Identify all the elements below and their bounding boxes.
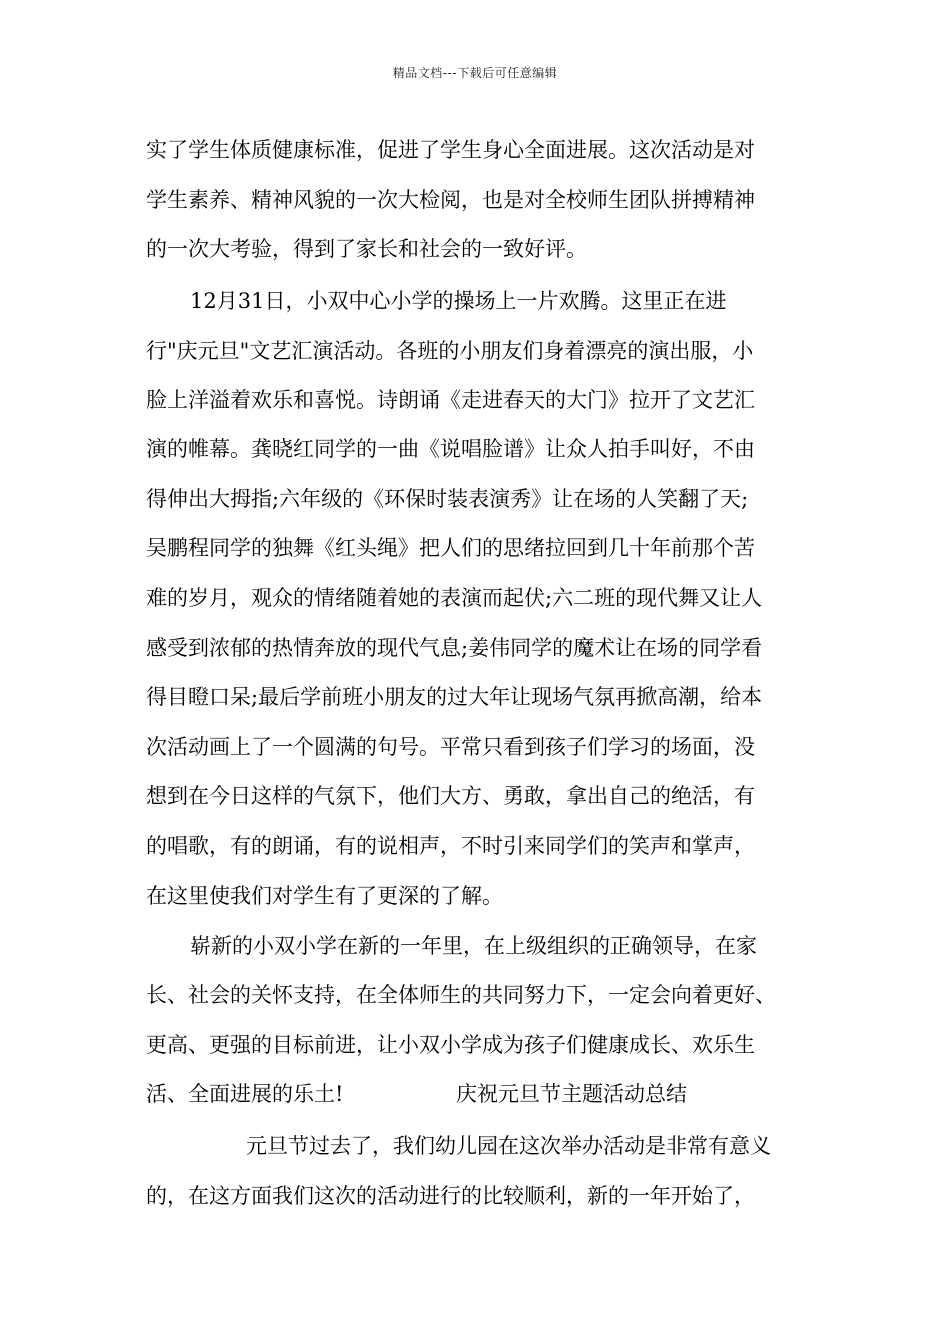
text-line: 难的岁月，观众的情绪随着她的表演而起伏;六二班的现代舞又让人: [146, 586, 763, 610]
text-line: 脸上洋溢着欢乐和喜悦。诗朗诵《走进春天的大门》拉开了文艺汇: [146, 388, 755, 412]
text-line: 元旦节过去了，我们幼儿园在这次举办活动是非常有意义: [246, 1134, 771, 1158]
text-line: 的唱歌，有的朗诵，有的说相声，不时引来同学们的笑声和掌声，: [146, 834, 755, 858]
text-line: 次活动画上了一个圆满的句号。平常只看到孩子们学习的场面，没: [146, 735, 755, 759]
text-line: 长、社会的关怀支持，在全体师生的共同努力下，一定会向着更好、: [146, 983, 776, 1007]
section-title: 庆祝元旦节主题活动总结: [456, 1082, 687, 1106]
page-header: 精品文档---下载后可任意编辑: [392, 66, 558, 80]
text-line: 行"庆元旦"文艺汇演活动。各班的小朋友们身着漂亮的演出服，小: [146, 339, 754, 363]
text-line: 得伸出大拇指;六年级的《环保时装表演秀》让在场的人笑翻了天;: [146, 487, 749, 511]
text-line: 活、全面进展的乐土!: [146, 1082, 344, 1106]
text-line: 吴鹏程同学的独舞《红头绳》把人们的思绪拉回到几十年前那个苦: [146, 536, 755, 560]
text-line: 的一次大考验，得到了家长和社会的一致好评。: [146, 237, 587, 261]
text-line: 12月31日，小双中心小学的操场上一片欢腾。这里正在进: [190, 289, 727, 313]
text-line: 想到在今日这样的气氛下，他们大方、勇敢，拿出自己的绝活，有: [146, 784, 755, 808]
text-line: 的，在这方面我们这次的活动进行的比较顺利，新的一年开始了，: [146, 1184, 755, 1208]
text-line: 实了学生体质健康标准，促进了学生身心全面进展。这次活动是对: [146, 138, 755, 162]
text-line: 得目瞪口呆;最后学前班小朋友的过大年让现场气氛再掀高潮，给本: [146, 685, 763, 709]
text-line: 更高、更强的目标前进，让小双小学成为孩子们健康成长、欢乐生: [146, 1033, 755, 1057]
text-line: 崭新的小双小学在新的一年里，在上级组织的正确领导，在家: [190, 934, 757, 958]
text-line: 学生素养、精神风貌的一次大检阅，也是对全校师生团队拼搏精神: [146, 188, 755, 212]
text-line: 感受到浓郁的热情奔放的现代气息;姜伟同学的魔术让在场的同学看: [146, 636, 763, 660]
text-line: 在这里使我们对学生有了更深的了解。: [146, 884, 503, 908]
text-line: 演的帷幕。龚晓红同学的一曲《说唱脸谱》让众人拍手叫好，不由: [146, 437, 755, 461]
